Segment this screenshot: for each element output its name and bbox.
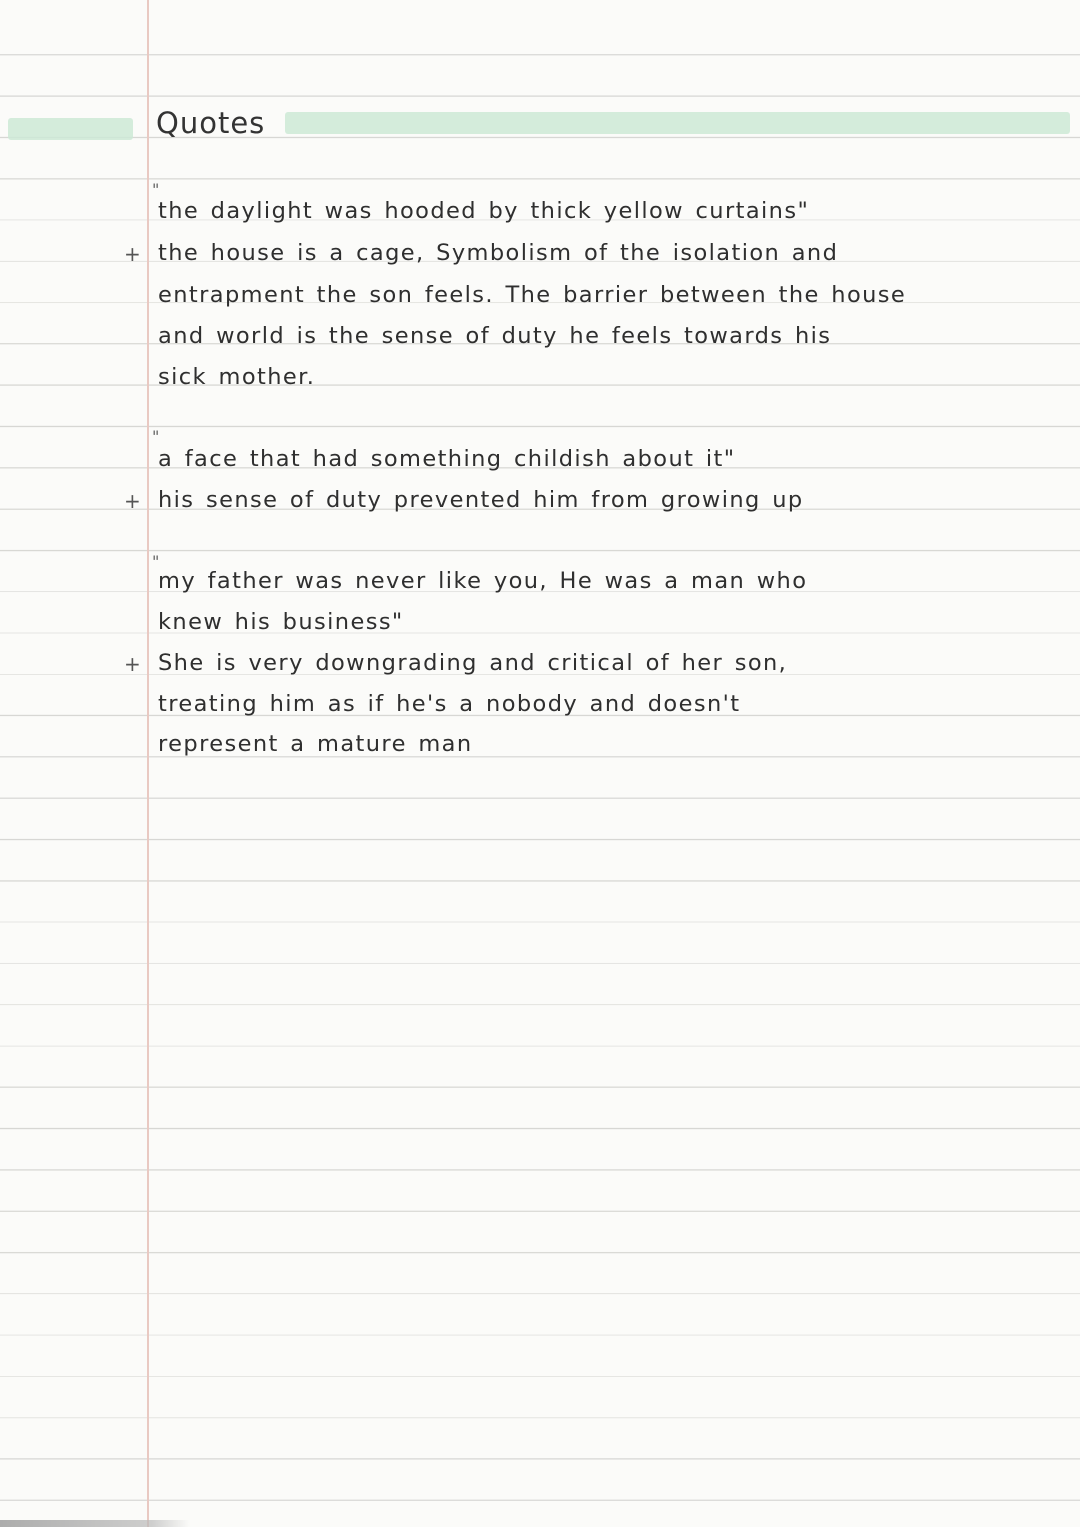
page-title: Quotes: [156, 106, 266, 140]
quote-1-analysis-line-3: and world is the sense of duty he feels towards his: [158, 323, 832, 349]
title-highlight-left: [8, 118, 133, 140]
quote-mark: ": [152, 427, 160, 446]
quote-3-analysis-line-1: She is very downgrading and critical of her son,: [158, 650, 788, 676]
page-edge-shadow: [0, 1520, 190, 1527]
title-highlight-right: [285, 112, 1070, 134]
plus-marker: +: [124, 242, 141, 266]
quote-mark: ": [152, 180, 160, 199]
quote-3-line-1: my father was never like you, He was a man who: [158, 568, 808, 594]
quote-1-analysis-line-2: entrapment the son feels. The barrier between the house: [158, 282, 907, 308]
plus-marker: +: [124, 489, 141, 513]
quote-1-line-1: the daylight was hooded by thick yellow curtains": [158, 198, 810, 224]
quote-3-analysis-line-2: treating him as if he's a nobody and doesn't: [158, 691, 741, 717]
quote-3-analysis-line-3: represent a mature man: [158, 731, 473, 757]
plus-marker: +: [124, 652, 141, 676]
quote-1-analysis-line-4: sick mother.: [158, 364, 316, 390]
quote-3-line-2: knew his business": [158, 609, 404, 635]
quote-2-line-1: a face that had something childish about it": [158, 446, 736, 472]
margin-line: [147, 0, 149, 1527]
quote-mark: ": [152, 552, 160, 571]
quote-2-analysis-line-1: his sense of duty prevented him from growing up: [158, 487, 804, 513]
quote-1-analysis-line-1: the house is a cage, Symbolism of the isolation and: [158, 240, 839, 266]
